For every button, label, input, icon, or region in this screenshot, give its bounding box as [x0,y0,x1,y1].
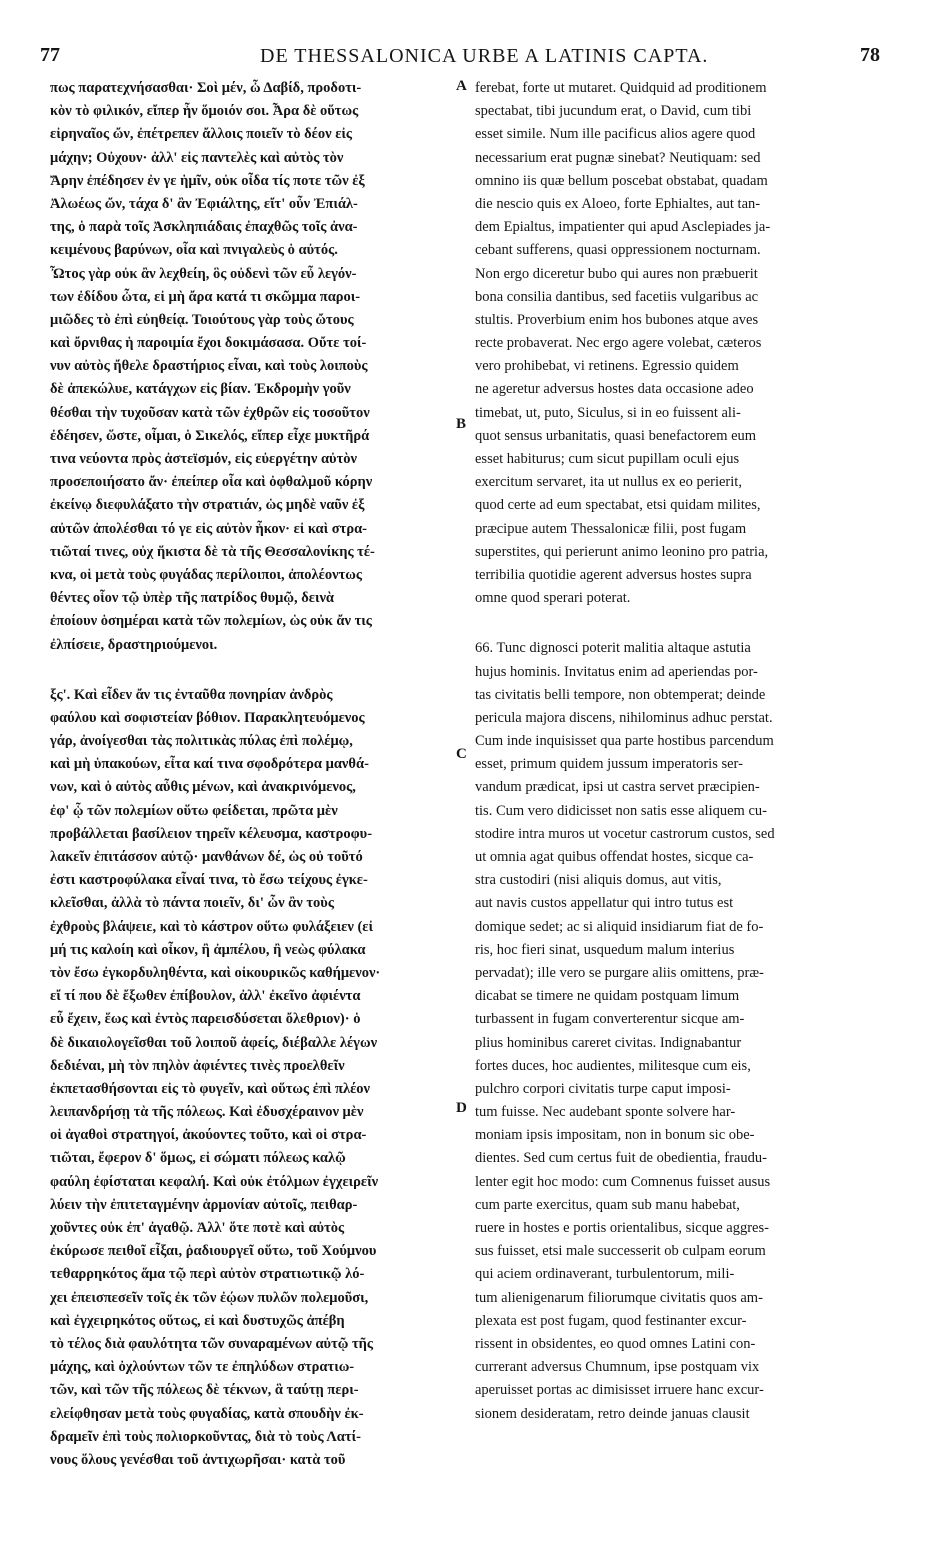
text-line: εἰρηναῖος ὤν, ἐπέτρεπεν ἄλλοις ποιεῖν τὸ δέον εἰς [50,126,353,143]
text-line: stodire intra muros ut vocetur castrorum custos, sed [475,825,775,842]
text-line: plexata est post fugam, quod festinanter excur- [475,1312,747,1329]
text-line: bona consilia dantibus, sed facetiis vulgaribus ac [475,288,759,305]
text-line: pulchro corpori civitatis turpe caput imposi- [475,1080,731,1097]
text-line: pervadat); ille vero se purgare aliis omittens, præ- [475,964,764,981]
text-line: καὶ ἐγχειρηκότος οὕτως, εἰ καὶ δυστυχῶς ἀπέβη [50,1312,345,1329]
text-line: tum fuisse. Nec audebant sponte solvere har- [475,1104,736,1121]
text-line: currerant adversus Chumnum, ipse postquam vix [475,1359,760,1376]
text-line: esset habiturus; cum sicut pupillam oculi ejus [475,451,740,467]
paragraph-gap [50,657,455,684]
text-line: Ἄρην ἐπέδησεν ἐν γε ἡμῖν, οὐκ οἶδα τίς ποτε τῶν ἐξ [50,172,365,189]
text-line: ελείφθησαν μετὰ τοὺς φυγαδίας, κατὰ σπουδὴν ἐκ- [50,1405,364,1422]
text-line: turbassent in fugam converterentur sicque am- [475,1011,745,1028]
greek-text-column [50,77,455,1472]
text-line: 66. Tunc dignosci poterit malitia altaque astutia [475,640,751,657]
text-line: οἱ ἀγαθοὶ στρατηγοί, ἀκούοντες τοῦτο, καὶ οἱ στρα- [50,1127,367,1144]
text-line: θέσθαι τὴν τυχοῦσαν κατὰ τῶν ἐχθρῶν εἰς τοσοῦτον [50,404,370,421]
text-line: προσεποιήσατο ἄν· ἐπείπερ οἷα καὶ ὀφθαλμοῦ κόρην [50,474,373,491]
text-line: νυν αὐτὸς ἤθελε δραστήριος εἶναι, καὶ τοὺς λοιποὺς [50,358,368,375]
text-line: vandum prædicat, ipsi ut castra servet præcipien- [475,779,760,796]
text-line: δὲ δικαιολογεῖσθαι τοῦ λοιποῦ ἀφείς, διέβαλλε λέγων [50,1034,378,1051]
text-line: quod certe ad eum spectabat, etsi quidam milites, [475,497,761,514]
text-line: ruere in hostes e portis orientalibus, sicque aggres- [475,1220,769,1236]
text-line: tis. Cum vero didicisset non satis esse aliquem cu- [475,802,767,819]
text-line: cum parte exercitus, quam sub manu habebat, [475,1196,740,1213]
text-line: νους ὅλους γενέσθαι τοῦ ἀντιχωρῆσαι· κατὰ τοῦ [50,1451,346,1468]
text-line: καὶ μὴ ὑπακούων, εἶτα καί τινα σφοδρότερα μανθά- [50,756,369,773]
text-line: μάχην; Οὐχουν· ἀλλ' εἰς παντελὲς καὶ αὐτὸς τὸν [50,149,344,166]
text-line: pericula majora discens, nihilominus adhuc perstat. [475,709,773,726]
text-line: præcipue autem Thessalonicæ filii, post fugam [475,520,747,537]
text-line: Cum inde inquisisset qua parte hostibus parcendum [475,733,774,750]
section-marker-a: A [456,78,467,94]
text-line: μή τις καλοίη καὶ οἶκον, ἢ ἀμπέλου, ἢ νεὼς φύλακα [50,941,366,958]
text-line: necessarium erat pugnæ sinebat? Neutiquam: sed [475,149,761,166]
text-line: Non ergo diceretur bubo qui aures non præbuerit [475,265,758,282]
text-line: plius hominibus careret civitas. Indignabantur [475,1034,742,1051]
text-line: ferebat, forte ut mutaret. Quidquid ad proditionem [475,80,767,96]
text-line: Ὦτος γὰρ οὐκ ἂν λεχθείη, ὃς οὐδενὶ τῶν εὖ λεγόν- [50,265,357,282]
text-line: sus fuisset, etsi male successerit ob culpam eorum [475,1243,766,1260]
text-line: aut navis custos appellatur qui intro tutus est [475,895,734,912]
greek-paragraph-2 [50,684,455,1472]
text-line: hujus hominis. Invitatus enim ad aperiendas por- [475,663,758,680]
text-line: stultis. Proverbium enim hos bubones atque aves [475,311,759,328]
text-line: ut omnia agat quibus offendat hostes, sicque ca- [475,849,754,865]
text-line: terribilia quotidie agerent adversus hostes supra [475,566,752,583]
text-line: ἐδέησεν, ὥστε, οἶμαι, ὁ Σικελός, εἴπερ εἶχε μυκτῆρά [50,427,370,444]
text-line: τιῶταί τινες, οὐχ ἥκιστα δὲ τὰ τῆς Θεσσαλονίκης τέ- [50,543,375,560]
text-line: αὐτῶν ἀπολέσθαι τό γε εἰς αὐτὸν ἧκον· εἰ καὶ στρα- [50,520,367,537]
text-line: omne quod sperari poterat. [475,590,631,607]
text-line: ne ageretur adversus hostes data occasione adeo [475,381,754,398]
text-line: timebat, ut, puto, Siculus, si in eo fuissent ali- [475,404,741,421]
text-line: ἐκπετασθήσονται εἰς τὸ φυγεῖν, καὶ οὕτως ἐπὶ πλέον [50,1080,371,1097]
text-line: rissent in obsidentes, eo quod omnes Latini con- [475,1335,756,1352]
text-line: κνα, οἱ μετὰ τοὺς φυγάδας περίλοιποι, ἀπολέοντως [50,566,363,583]
text-line: τινα νεύοντα πρὸς ἀστεϊσμόν, εἰς εὐεργέτην αὐτὸν [50,451,357,467]
text-line: tas civitatis belli tempore, non obtemperat; deinde [475,686,766,703]
text-line: λύειν τὴν ἐπιτεταγμένην ἁρμονίαν αὐτοῖς, πειθαρ- [50,1196,358,1213]
text-line: vero prohibebat, vi retinens. Egressio quidem [475,358,739,375]
text-line: quot sensus urbanitatis, quasi benefactorem eum [475,427,757,444]
text-line: recte probaverat. Nec ergo agere volebat, cæteros [475,335,762,352]
text-line: της, ὁ παρὰ τοῖς Ἀσκληπιάδαις ἐπαχθῶς τοῖς ἀνα- [50,219,358,236]
text-line: ἐκύρωσε πειθοῖ εἶξαι, ῥαδιουργεῖ οὕτω, τοῦ Χούμνου [50,1243,377,1260]
text-line: δραμεῖν ἐπὶ τοὺς πολιορκοῦντας, διὰ τὸ τοὺς Λατί- [50,1428,361,1445]
text-line: τῶν, καὶ τῶν τῆς πόλεως δὲ τέκνων, ἃ ταύτῃ περι- [50,1382,359,1399]
text-line: die nescio quis ex Aloeo, forte Ephialtes, aut tan- [475,195,761,212]
running-title: DE THESSALONICA URBE A LATINIS CAPTA. [260,45,709,67]
text-line: dicabat se timere ne quidam postquam limum [475,988,740,1005]
text-line: dientes. Sed cum certus fuit de obedientia, fraudu- [475,1150,767,1167]
text-line: νων, καὶ ὁ αὐτὸς αὖθις μένων, καὶ ἀνακρινόμενος, [50,779,356,796]
text-line: superstites, qui perierunt animo leonino pro patria, [475,543,769,560]
text-line: dem Epialtus, impatienter qui apud Asclepiades ja- [475,219,771,236]
section-marker-b: B [456,416,467,432]
greek-paragraph-1 [50,77,455,657]
latin-paragraph-1 [475,77,885,610]
text-line: stra custodiri (nisi aliquis domus, aut vitis, [475,872,722,889]
text-line: exercitum servaret, ita ut nullus ex eo perierit, [475,474,742,491]
text-line: τὸ τέλος διὰ φαυλότητα τῶν συναραμένων αὐτῷ τῆς [50,1335,374,1352]
text-line: ἐστι καστροφύλακα εἶναί τινα, τὸ ἔσω τείχους ἐγκε- [50,872,368,889]
text-line: ἐποίουν ὁσημέραι κατὰ τῶν πολεμίων, ὡς οὐκ ἄν τις [50,613,372,630]
text-line: χει ἐπεισπεσεῖν τοῖς ἐκ τῶν ἐῴων πυλῶν πολεμοῦσι, [50,1289,369,1306]
text-line: esset, primum quidem jussum imperatoris ser- [475,756,743,773]
text-line: Ἀλωέως ὤν, τάχα δ' ἂν Ἐφιάλτης, εἴτ' οὖν Ἐπιάλ- [50,195,358,212]
text-line: εἴ τί που δὲ ἔξωθεν ἐπίβουλον, ἀλλ' ἐκεῖνο ἀφιέντα [50,988,361,1005]
section-marker-c: C [456,746,467,762]
text-line: spectabat, tibi jucundum erat, o David, cum tibi [475,103,752,120]
text-line: εὖ ἔχειν, ἕως καὶ ἐντὸς παρεισδύσεται ὄλεθριον)· ὁ [50,1011,361,1028]
text-line: γάρ, ἀνοίγεσθαι τὰς πολιτικὰς πύλας ἐπὶ πολέμῳ, [50,733,353,750]
paragraph-gap [475,610,885,637]
text-line: δεδιέναι, μὴ τὸν πηλὸν ἀφιέντες τινὲς προελθεῖν [50,1057,345,1074]
text-line: μάχης, καὶ ὀχλούντων τῶν τε ἐπηλύδων στρατιω- [50,1359,355,1376]
text-line: domique sedet; ac si aliquid insidiarum fiat de fo- [475,918,764,935]
text-line: aperuisset portas ac dimisisset irruere hanc excur- [475,1382,764,1399]
latin-text-column [475,77,885,1426]
text-line: κὸν τὸ φιλικόν, εἴπερ ἦν ὅμοιόν σοι. Ἆρα δὲ οὕτως [50,103,359,120]
text-line: μιῶδες τὸ ἐπὶ εὐηθείᾳ. Τοιούτους γὰρ τοὺς ὤτους [50,311,354,328]
text-line: πως παρατεχνήσασθαι· Σοὶ μέν, ὦ Δαβίδ, προδοτι- [50,80,362,96]
text-line: τεθαρρηκότος ἅμα τῷ περὶ αὐτὸν στρατιωτικῷ λό- [50,1266,365,1283]
text-line: ξς'. Καὶ εἶδεν ἄν τις ἐνταῦθα πονηρίαν ἀνδρὸς [50,686,333,703]
text-line: λακεῖν ἐπιτάσσον αὐτῷ· μανθάνων δέ, ὡς οὐ τοῦτό [50,849,363,865]
text-line: τὸν ἔσω ἐγκορδυληθέντα, καὶ οἰκουρικῶς καθήμενον· [50,964,381,981]
latin-paragraph-2 [475,637,885,1425]
text-line: λειπανδρήσῃ τὰ τῆς πόλεως. Καὶ ἐδυσχέραινον μὲν [50,1104,364,1121]
running-header [40,44,880,70]
text-line: sionem desideratam, retro deinde januas clausit [475,1405,750,1422]
text-line: fortes duces, hoc audientes, militesque cum eis, [475,1057,751,1074]
text-line: χοῦντες οὐκ ἐπ' ἀγαθῷ. Ἀλλ' ὅτε ποτὲ καὶ αὐτὸς [50,1220,345,1236]
text-line: κλεῖσθαι, ἀλλὰ τὸ πάντα ποιεῖν, δι' ὧν ἂν τοὺς [50,895,334,912]
text-line: ris, hoc fieri sinat, usquedum malum interius [475,941,735,958]
section-marker-d: D [456,1100,467,1116]
page-number-right: 78 [860,44,880,66]
text-line: φαύλου καὶ σοφιστείαν βόθιον. Παρακλητευόμενος [50,709,365,726]
text-line: τιῶται, ἔφερον δ' ὅμως, εἰ σώματι πόλεως καλῷ [50,1150,346,1167]
text-line: omnino iis quæ bellum poscebat obstabat, quadam [475,172,768,189]
text-line: θέντες οἷον τῷ ὑπὲρ τῆς πατρίδος θυμῷ, δεινὰ [50,590,335,607]
text-line: φαύλη ἐφίσταται κεφαλή. Καὶ οὐκ ἐτόλμων ἐγχειρεῖν [50,1173,379,1190]
text-line: moniam ipsis impositam, non in bonum sic obe- [475,1127,755,1144]
text-line: ἐφ' ᾧ τῶν πολεμίων οὕτω φείδεται, πρῶτα μὲν [50,802,338,819]
text-line: προβάλλεται βασίλειον τηρεῖν κέλευσμα, καστροφυ- [50,825,373,842]
text-line: καὶ ὄρνιθας ἡ παροιμία ἔχοι δοκιμάσασα. Οὔτε τοί- [50,335,367,352]
text-line: ἐλπίσειε, δραστηριούμενοι. [50,636,218,653]
page-number-left: 77 [40,44,60,66]
text-line: δὲ ἀπεκώλυε, κατάγχων εἰς βίαν. Ἐκδρομὴν γοῦν [50,381,351,398]
text-line: ἐκείνῳ διεφυλάξατο τὴν στρατιάν, ὡς μηδὲ ναῦν ἐξ [50,497,365,514]
text-line: lenter egit hoc modo: cum Comnenus fuisset ausus [475,1173,771,1190]
text-line: tum alienigenarum filiorumque civitatis quos am- [475,1289,763,1306]
text-line: κειμένους βαρύνων, οἷα καὶ πνιγαλεὺς ὁ αὐτός. [50,242,338,259]
text-line: των ἐδίδου ὦτα, εἰ μὴ ἄρα κατά τι σκῶμμα παροι- [50,288,361,305]
text-line: cebant sufferens, quasi oppressionem nocturnam. [475,242,761,259]
text-line: esset simile. Num ille pacificus alios agere quod [475,126,756,143]
text-line: qui aciem ordinaverant, turbulentorum, mili- [475,1266,735,1283]
text-line: ἐχθροὺς βλάψειε, καὶ τὸ κάστρον οὕτω φυλάξειεν (εἰ [50,918,373,935]
